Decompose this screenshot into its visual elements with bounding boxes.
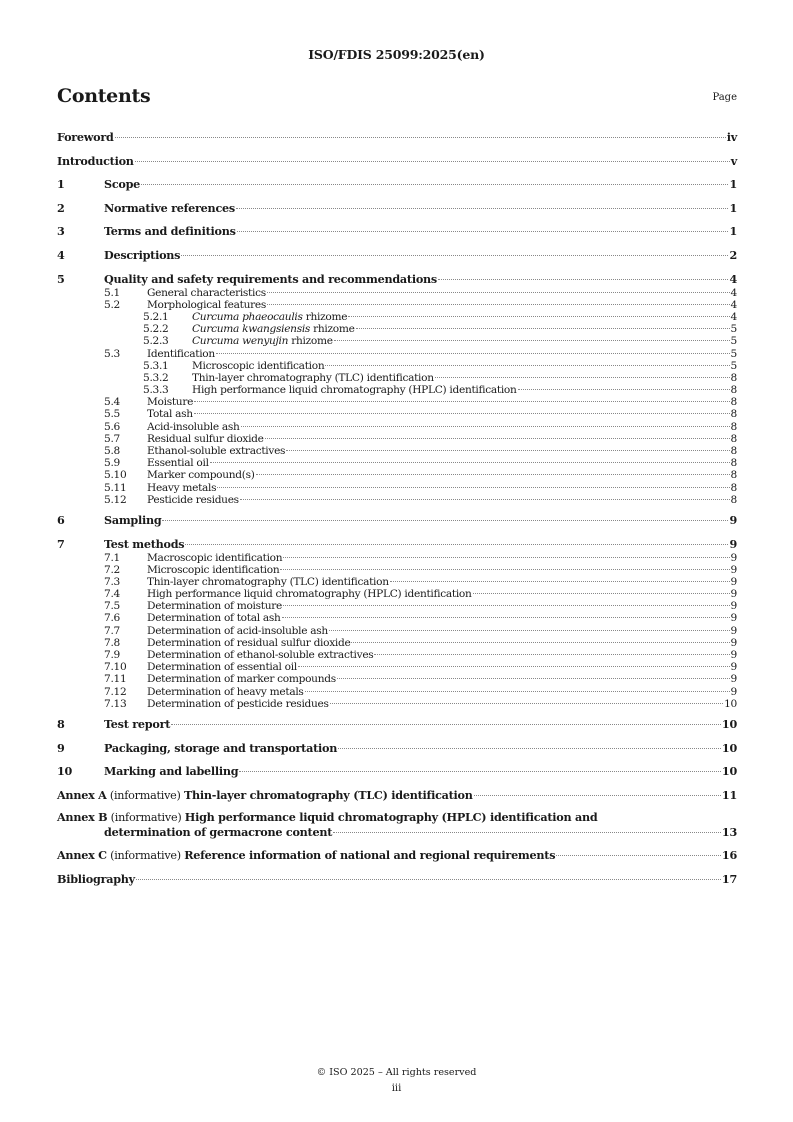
toc-page: iv xyxy=(726,130,737,144)
toc-entry-7-2[interactable] xyxy=(57,564,737,576)
toc-title: Macroscopic identification xyxy=(147,551,283,564)
toc-page: v xyxy=(730,153,737,168)
toc-title: Marking and labelling xyxy=(104,764,239,779)
toc-entry-10[interactable] xyxy=(57,763,737,787)
dot-leader xyxy=(162,520,728,521)
dot-leader xyxy=(435,377,730,378)
toc-page: 9 xyxy=(730,636,737,649)
toc-page: 10 xyxy=(721,740,737,755)
toc-entry-foreword[interactable] xyxy=(57,129,737,153)
dot-leader xyxy=(265,438,730,439)
toc-title: Test report xyxy=(104,716,171,731)
toc-title: Determination of pesticide residues xyxy=(147,697,329,710)
page-number: iii xyxy=(391,1083,402,1094)
dot-leader xyxy=(438,279,728,280)
toc-entry-7-8[interactable] xyxy=(57,637,737,649)
title-rest: rhizome xyxy=(288,335,333,348)
toc-page: 10 xyxy=(721,716,737,731)
toc-entry-3[interactable] xyxy=(57,223,737,247)
dot-leader xyxy=(256,474,730,475)
dot-leader xyxy=(194,413,730,414)
toc-title: Determination of essential oil xyxy=(147,661,297,674)
toc-entry-5-1[interactable] xyxy=(57,287,737,299)
toc-number: 7.5 xyxy=(104,600,120,613)
toc-page: 2 xyxy=(729,247,737,262)
toc-title: Test methods xyxy=(104,536,185,551)
toc-entry-7-3[interactable] xyxy=(57,576,737,588)
toc-number: 7.13 xyxy=(104,697,127,710)
toc-entry-5-2-3[interactable] xyxy=(57,335,737,347)
toc-page: 8 xyxy=(730,493,737,506)
dot-leader xyxy=(210,462,730,463)
toc-entry-5-3-2[interactable] xyxy=(57,372,737,384)
toc-page: 9 xyxy=(730,624,737,637)
toc-page: 9 xyxy=(730,673,737,686)
toc-number: 7.11 xyxy=(104,673,127,686)
toc-entry-7-5[interactable] xyxy=(57,600,737,612)
toc-title: Terms and definitions xyxy=(104,224,236,239)
dot-leader xyxy=(390,581,730,582)
title-rest: rhizome xyxy=(310,323,355,336)
toc-number: 5.11 xyxy=(104,481,127,494)
dot-leader xyxy=(185,544,728,545)
toc-entry-5-8[interactable] xyxy=(57,445,737,457)
toc-title: Essential oil xyxy=(147,457,209,470)
toc-entry-7-10[interactable] xyxy=(57,661,737,673)
annex-title-line2: determination of germacrone content xyxy=(104,825,333,840)
dot-leader xyxy=(141,184,728,185)
toc-title: Marker compound(s) xyxy=(147,469,255,482)
species-name: Curcuma kwangsiensis xyxy=(192,323,311,336)
toc-number: 7.7 xyxy=(104,624,120,637)
annex-informative-tag: (informative) xyxy=(106,849,185,863)
toc-number: 5.9 xyxy=(104,457,120,470)
toc-entry-annex-c[interactable] xyxy=(57,847,737,871)
dot-leader xyxy=(135,161,730,162)
toc-title: Residual sulfur dioxide xyxy=(147,432,264,445)
dot-leader xyxy=(333,832,721,833)
dot-leader xyxy=(283,557,729,558)
toc-title: Scope xyxy=(104,177,141,192)
toc-title: Total ash xyxy=(147,408,193,421)
toc-number: 1 xyxy=(57,177,65,192)
toc-number: 5.3 xyxy=(104,347,120,360)
toc-entry-5-10[interactable] xyxy=(57,469,737,481)
toc-entry-7-11[interactable] xyxy=(57,673,737,685)
toc-number: 5.3.2 xyxy=(143,371,169,384)
toc-entry-7-9[interactable] xyxy=(57,649,737,661)
toc-page: 5 xyxy=(730,359,737,372)
annex-b-line1 xyxy=(57,810,737,825)
dot-leader xyxy=(356,328,730,329)
toc-page: 9 xyxy=(730,588,737,601)
toc-page: 4 xyxy=(730,310,737,323)
dot-leader xyxy=(330,703,723,704)
toc-number: 5.8 xyxy=(104,445,120,457)
toc-title: Sampling xyxy=(104,512,162,527)
toc-title: Identification xyxy=(147,347,215,360)
toc-page: 8 xyxy=(730,396,737,409)
toc-page: 10 xyxy=(721,764,737,779)
toc-title xyxy=(192,335,333,347)
toc-entry-7-6[interactable] xyxy=(57,612,737,624)
toc-entry-annex-b[interactable] xyxy=(57,810,737,839)
toc-entry-5-4[interactable] xyxy=(57,396,737,408)
toc-entry-7-1[interactable] xyxy=(57,552,737,564)
toc-entry-5-11[interactable] xyxy=(57,482,737,494)
toc-number: 7.12 xyxy=(104,685,127,698)
toc-entry-6[interactable] xyxy=(57,512,737,536)
toc-title: Descriptions xyxy=(104,247,181,262)
toc-page: 16 xyxy=(721,848,737,863)
toc-number: 3 xyxy=(57,224,65,239)
toc-page: 5 xyxy=(730,335,737,348)
dot-leader xyxy=(282,617,730,618)
contents-title: Contents xyxy=(57,85,151,107)
toc-entry-7-13[interactable] xyxy=(57,698,737,710)
toc-entry-9[interactable] xyxy=(57,740,737,764)
toc-title: Bibliography xyxy=(57,871,135,886)
toc-title: Quality and safety requirements and recommendations xyxy=(104,271,437,286)
toc-title: Foreword xyxy=(57,130,114,144)
toc-title: Determination of acid-insoluble ash xyxy=(147,624,328,637)
toc-page: 9 xyxy=(730,563,737,576)
toc-entry-5-2-2[interactable] xyxy=(57,323,737,335)
copyright-notice: © ISO 2025 – All rights reserved xyxy=(316,1067,477,1078)
dot-leader xyxy=(474,795,721,796)
toc-page: 4 xyxy=(730,298,737,311)
toc-page: 5 xyxy=(730,323,737,336)
dot-leader xyxy=(280,569,729,570)
document-id-header: ISO/FDIS 25099:2025(en) xyxy=(308,47,485,62)
toc-entry-4[interactable] xyxy=(57,247,737,271)
toc-page: 8 xyxy=(730,408,737,421)
toc-entry-2[interactable] xyxy=(57,200,737,224)
dot-leader xyxy=(374,654,729,655)
toc-number: 5.3.1 xyxy=(143,359,169,372)
toc-number: 5.5 xyxy=(104,408,120,421)
toc-title xyxy=(57,847,555,864)
toc-title: Ethanol-soluble extractives xyxy=(147,445,286,457)
toc-page: 9 xyxy=(730,600,737,613)
toc-number: 5.2.2 xyxy=(143,323,169,336)
toc-page: 8 xyxy=(730,420,737,433)
annex-title: Thin-layer chromatography (TLC) identification xyxy=(183,787,473,802)
toc-page: 9 xyxy=(730,612,737,625)
toc-title: Pesticide residues xyxy=(147,493,239,506)
toc-entry-bibliography[interactable] xyxy=(57,871,737,895)
toc-page: 10 xyxy=(724,697,737,710)
dot-leader xyxy=(338,748,721,749)
toc-title: Morphological features xyxy=(147,298,266,311)
toc-page: 8 xyxy=(730,469,737,482)
toc-page: 8 xyxy=(730,384,737,397)
toc-page: 1 xyxy=(729,177,737,192)
toc-entry-annex-a[interactable] xyxy=(57,787,737,811)
toc-number: 5 xyxy=(57,271,65,286)
toc-title: Determination of heavy metals xyxy=(147,685,304,698)
toc-entry-5-5[interactable] xyxy=(57,408,737,420)
toc-title: Normative references xyxy=(104,200,235,215)
toc-entry-5-3[interactable] xyxy=(57,348,737,360)
toc-number: 7 xyxy=(57,536,65,551)
dot-leader xyxy=(518,389,730,390)
toc-number: 4 xyxy=(57,247,65,262)
toc-entry-7-12[interactable] xyxy=(57,686,737,698)
toc-page: 13 xyxy=(721,825,737,840)
dot-leader xyxy=(329,630,730,631)
toc-title: Thin-layer chromatography (TLC) identification xyxy=(192,371,434,384)
toc-title: High performance liquid chromatography (HPLC) identification xyxy=(192,384,517,397)
toc-title: Determination of total ash xyxy=(147,612,281,625)
toc-number: 5.3.3 xyxy=(143,384,169,397)
toc-number: 8 xyxy=(57,716,65,731)
toc-title: Packaging, storage and transportation xyxy=(104,740,338,755)
annex-title-line1: High performance liquid chromatography (HPLC) identification and xyxy=(184,810,598,825)
toc-entry-5-7[interactable] xyxy=(57,433,737,445)
toc-number: 5.2 xyxy=(104,298,120,311)
dot-leader xyxy=(348,316,729,317)
toc-title: High performance liquid chromatography (HPLC) identification xyxy=(147,588,472,601)
toc-title: Moisture xyxy=(147,396,194,409)
toc-number: 7.4 xyxy=(104,588,120,601)
toc-entry-introduction[interactable] xyxy=(57,153,737,177)
toc-title: Thin-layer chromatography (TLC) identification xyxy=(147,575,389,588)
annex-title: Reference information of national and regional requirements xyxy=(184,848,556,863)
toc-title: Acid-insoluble ash xyxy=(147,420,240,433)
toc-page: 8 xyxy=(730,432,737,445)
toc-number: 2 xyxy=(57,200,65,215)
toc-title: Microscopic identification xyxy=(147,563,280,576)
dot-leader xyxy=(473,593,730,594)
toc-page: 1 xyxy=(729,224,737,239)
toc-page: 9 xyxy=(730,551,737,564)
toc-entry-5[interactable] xyxy=(57,271,737,287)
toc-entry-7-7[interactable] xyxy=(57,625,737,637)
dot-leader xyxy=(239,771,721,772)
toc-entry-5-2[interactable] xyxy=(57,299,737,311)
toc-page: 9 xyxy=(729,536,737,551)
dot-leader xyxy=(283,605,730,606)
toc-page: 9 xyxy=(730,661,737,674)
toc-number: 5.10 xyxy=(104,469,127,482)
toc-title xyxy=(57,787,473,804)
dot-leader xyxy=(334,340,730,341)
toc-title xyxy=(192,323,355,335)
toc-number: 7.2 xyxy=(104,563,120,576)
species-name: Curcuma wenyujin xyxy=(192,335,289,348)
toc-title: Heavy metals xyxy=(147,481,217,494)
toc-entry-8[interactable] xyxy=(57,716,737,740)
dot-leader xyxy=(337,678,730,679)
toc-page: 1 xyxy=(729,200,737,215)
toc-entry-5-9[interactable] xyxy=(57,457,737,469)
dot-leader xyxy=(325,365,729,366)
toc-page: 9 xyxy=(730,685,737,698)
dot-leader xyxy=(171,724,721,725)
toc-page: 9 xyxy=(729,512,737,527)
species-name: Curcuma phaeocaulis xyxy=(192,310,303,323)
toc-entry-1[interactable] xyxy=(57,176,737,200)
dot-leader xyxy=(237,231,729,232)
annex-label: Annex A xyxy=(57,787,107,802)
page-column-label: Page xyxy=(712,92,737,103)
toc-number: 5.12 xyxy=(104,493,127,506)
toc-page: 5 xyxy=(730,347,737,360)
dot-leader xyxy=(136,879,721,880)
toc-number: 7.10 xyxy=(104,661,127,674)
dot-leader xyxy=(236,208,729,209)
toc-number: 7.8 xyxy=(104,636,120,649)
toc-page: 4 xyxy=(730,286,737,299)
dot-leader xyxy=(115,137,726,138)
toc-page: 8 xyxy=(730,481,737,494)
toc-title: Determination of residual sulfur dioxide xyxy=(147,636,351,649)
toc-entry-5-6[interactable] xyxy=(57,421,737,433)
dot-leader xyxy=(351,642,729,643)
annex-informative-tag: (informative) xyxy=(106,788,184,802)
dot-leader xyxy=(181,255,728,256)
title-rest: rhizome xyxy=(302,310,348,323)
toc-page: 11 xyxy=(721,787,737,802)
dot-leader xyxy=(241,426,730,427)
toc-number: 7.6 xyxy=(104,612,120,625)
toc-number: 5.4 xyxy=(104,396,120,409)
toc-number: 9 xyxy=(57,740,65,755)
toc-number: 5.7 xyxy=(104,432,120,445)
annex-label: Annex C xyxy=(57,848,107,863)
toc-title: Determination of moisture xyxy=(147,600,282,613)
toc-entry-7-4[interactable] xyxy=(57,588,737,600)
annex-b-line2 xyxy=(57,825,737,839)
dot-leader xyxy=(267,304,730,305)
toc-page: 9 xyxy=(730,649,737,662)
toc-page: 9 xyxy=(730,575,737,588)
dot-leader xyxy=(216,353,730,354)
dot-leader xyxy=(194,401,729,402)
toc-number: 7.9 xyxy=(104,649,120,662)
toc-number: 5.2.1 xyxy=(143,310,169,323)
dot-leader xyxy=(298,666,730,667)
toc-page: 8 xyxy=(730,371,737,384)
toc-page: 8 xyxy=(730,457,737,470)
annex-label: Annex B xyxy=(57,810,108,825)
toc-entry-5-12[interactable] xyxy=(57,494,737,506)
toc-title: Introduction xyxy=(57,153,134,168)
toc-entry-5-3-1[interactable] xyxy=(57,360,737,372)
annex-informative-tag: (informative) xyxy=(107,811,185,825)
dot-leader xyxy=(305,691,730,692)
dot-leader xyxy=(240,499,730,500)
toc-title: General characteristics xyxy=(147,286,266,299)
dot-leader xyxy=(286,450,729,451)
toc-entry-7[interactable] xyxy=(57,536,737,552)
toc-number: 10 xyxy=(57,764,73,779)
toc-number: 7.3 xyxy=(104,575,120,588)
toc-number: 7.1 xyxy=(104,551,120,564)
toc-number: 6 xyxy=(57,512,65,527)
dot-leader xyxy=(267,292,730,293)
toc-title: Microscopic identification xyxy=(192,359,325,372)
toc-number: 5.6 xyxy=(104,420,120,433)
table-of-contents xyxy=(57,129,737,895)
toc-number: 5.2.3 xyxy=(143,335,169,348)
toc-entry-5-2-1[interactable] xyxy=(57,311,737,323)
toc-page: 8 xyxy=(730,445,737,457)
toc-page: 4 xyxy=(729,271,737,286)
toc-number: 5.1 xyxy=(104,286,120,299)
toc-title: Determination of marker compounds xyxy=(147,673,336,686)
toc-title xyxy=(192,311,347,323)
toc-title: Determination of ethanol-soluble extractives xyxy=(147,649,374,662)
toc-page: 17 xyxy=(721,871,737,886)
dot-leader xyxy=(217,487,729,488)
toc-entry-5-3-3[interactable] xyxy=(57,384,737,396)
dot-leader xyxy=(556,855,721,856)
